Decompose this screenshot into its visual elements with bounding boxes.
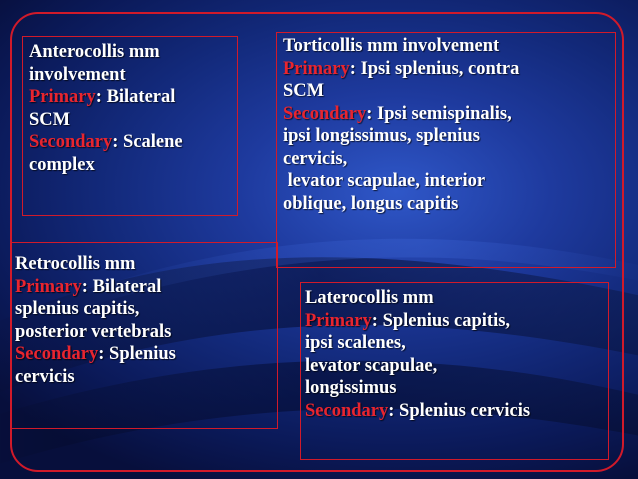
anterocollis-secondary-text: : Scalene <box>112 132 183 152</box>
retrocollis-secondary-text: : Splenius <box>98 344 176 364</box>
torticollis-box <box>276 32 616 268</box>
anterocollis-primary-line1 <box>29 86 237 109</box>
torticollis-secondary-line2: ipsi longissimus, splenius <box>283 126 480 146</box>
anterocollis-title-line1: Anterocollis mm <box>29 42 160 62</box>
primary-label: Primary <box>283 58 350 79</box>
retrocollis-primary-line2: splenius capitis, <box>15 299 140 319</box>
laterocollis-primary-line3: levator scapulae, <box>305 355 438 376</box>
secondary-label: Secondary <box>29 132 113 152</box>
torticollis-primary-text: : Ipsi splenius, contra <box>349 58 520 79</box>
laterocollis-title: Laterocollis mm <box>305 288 434 308</box>
torticollis-secondary-line5: oblique, longus capitis <box>283 193 459 214</box>
anterocollis-primary-text: : Bilateral <box>95 87 176 107</box>
retrocollis-primary-line1 <box>15 276 277 299</box>
laterocollis-primary-line4: longissimus <box>305 378 397 398</box>
torticollis-secondary-line4: levator scapulae, interior <box>283 171 486 191</box>
laterocollis-box <box>300 282 609 460</box>
laterocollis-primary-line1 <box>305 310 608 333</box>
laterocollis-secondary-text: : Splenius cervicis <box>388 400 531 421</box>
primary-label: Primary <box>305 310 372 331</box>
retrocollis-primary-text: : Bilateral <box>81 276 162 297</box>
secondary-label: Secondary <box>305 400 389 421</box>
torticollis-secondary-text: : Ipsi semispinalis, <box>366 103 512 124</box>
primary-label: Primary <box>15 276 82 297</box>
anterocollis-primary-line2: SCM <box>29 109 71 130</box>
torticollis-primary-line2: SCM <box>283 81 325 101</box>
retrocollis-box <box>10 242 278 429</box>
anterocollis-secondary-line1 <box>29 131 237 154</box>
laterocollis-primary-text: : Splenius capitis, <box>371 310 511 331</box>
torticollis-secondary-line1 <box>283 103 615 126</box>
torticollis-secondary-line3: cervicis, <box>283 148 348 169</box>
torticollis-primary-line1 <box>283 58 615 81</box>
anterocollis-title-line2: involvement <box>29 64 126 85</box>
laterocollis-secondary-line1 <box>305 400 608 423</box>
retrocollis-secondary-line1 <box>15 343 277 366</box>
secondary-label: Secondary <box>283 103 367 124</box>
retrocollis-primary-line3: posterior vertebrals <box>15 321 172 342</box>
laterocollis-primary-line2: ipsi scalenes, <box>305 333 406 353</box>
retrocollis-secondary-line2: cervicis <box>15 366 75 387</box>
retrocollis-title: Retrocollis mm <box>15 254 136 274</box>
anterocollis-box <box>22 36 238 216</box>
secondary-label: Secondary <box>15 344 99 364</box>
torticollis-title: Torticollis mm involvement <box>283 36 500 56</box>
primary-label: Primary <box>29 87 96 107</box>
anterocollis-secondary-line2: complex <box>29 154 95 175</box>
